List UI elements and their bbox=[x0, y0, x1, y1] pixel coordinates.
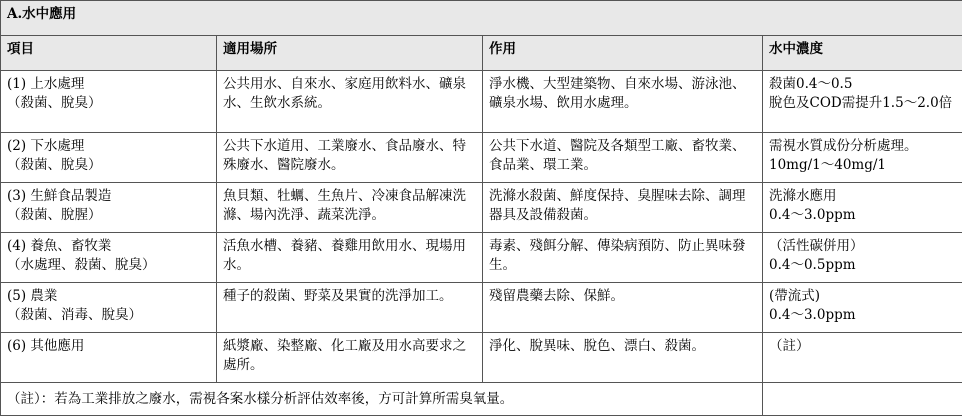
concentration-line: （活性碳併用） bbox=[769, 238, 864, 254]
place-text: 魚貝類、牡蠣、生魚片、冷凍食品解凍洗滌、場內洗淨、蔬菜洗淨。 bbox=[223, 188, 466, 223]
table-title-row bbox=[1, 1, 962, 36]
item-cell bbox=[1, 183, 217, 233]
table-title: A.水中應用 bbox=[1, 1, 962, 36]
concentration-line: 需視水質成份分析處理。 bbox=[769, 138, 918, 154]
table-header-row bbox=[1, 36, 962, 71]
header-concentration: 水中濃度 bbox=[763, 36, 962, 71]
effect-cell bbox=[483, 183, 763, 233]
effect-cell bbox=[483, 283, 763, 333]
item-name: (3) 生鮮食品製造 bbox=[7, 188, 112, 204]
concentration-cell bbox=[763, 133, 962, 183]
concentration-cell bbox=[763, 233, 962, 283]
item-name: (6) 其他應用 bbox=[7, 338, 85, 354]
concentration-line: 殺菌0.4～0.5 bbox=[769, 76, 853, 92]
place-cell bbox=[217, 71, 483, 133]
item-name: (5) 農業 bbox=[7, 288, 58, 304]
effect-text: 淨水機、大型建築物、自來水場、游泳池、礦泉水場、飲用水處理。 bbox=[489, 76, 746, 111]
concentration-cell bbox=[763, 283, 962, 333]
place-cell bbox=[217, 233, 483, 283]
place-text: 種子的殺菌、野菜及果實的洗淨加工。 bbox=[223, 288, 453, 304]
concentration-line: 0.4～0.5ppm bbox=[769, 257, 856, 273]
item-purpose: （水處理、殺菌、脫臭） bbox=[7, 257, 156, 273]
item-cell bbox=[1, 333, 217, 383]
table-row bbox=[1, 283, 962, 333]
concentration-cell bbox=[763, 71, 962, 133]
note-row bbox=[1, 383, 962, 416]
item-name: (2) 下水處理 bbox=[7, 138, 85, 154]
effect-text: 公共下水道、醫院及各類型工廠、畜牧業、食品業、環工業。 bbox=[489, 138, 746, 173]
effect-cell bbox=[483, 233, 763, 283]
effect-text: 淨化、脫異味、脫色、漂白、殺菌。 bbox=[489, 338, 705, 354]
concentration-line: 0.4～3.0ppm bbox=[769, 307, 856, 323]
concentration-line: （註） bbox=[769, 338, 810, 354]
item-purpose: （殺菌、脫臭） bbox=[7, 157, 102, 173]
place-text: 活魚水槽、養豬、養雞用飲用水、現場用水。 bbox=[223, 238, 466, 273]
place-cell bbox=[217, 283, 483, 333]
place-cell bbox=[217, 333, 483, 383]
place-text: 紙漿廠、染整廠、化工廠及用水高要求之處所。 bbox=[223, 338, 466, 373]
place-cell bbox=[217, 183, 483, 233]
effect-text: 毒素、殘餌分解、傳染病預防、防止異味發生。 bbox=[489, 238, 746, 273]
item-purpose: （殺菌、脫臭） bbox=[7, 95, 102, 111]
table-row bbox=[1, 333, 962, 383]
footnote-empty-cell bbox=[763, 383, 962, 416]
place-cell bbox=[217, 133, 483, 183]
concentration-cell bbox=[763, 333, 962, 383]
item-cell bbox=[1, 133, 217, 183]
item-purpose: （殺菌、消毒、脫臭） bbox=[7, 307, 142, 323]
header-item: 項目 bbox=[1, 36, 217, 71]
concentration-line: 10mg/1～40mg/1 bbox=[769, 157, 887, 173]
concentration-cell bbox=[763, 183, 962, 233]
item-name: (4) 養魚、畜牧業 bbox=[7, 238, 112, 254]
item-name: (1) 上水處理 bbox=[7, 76, 85, 92]
place-text: 公共下水道用、工業廢水、食品廢水、特殊廢水、醫院廢水。 bbox=[223, 138, 466, 173]
concentration-line: 脫色及COD需提升1.5～2.0倍 bbox=[769, 95, 953, 111]
footnote: （註）：若為工業排放之廢水，需視各案水樣分析評估效率後，方可計算所需臭氧量。 bbox=[1, 383, 763, 416]
item-cell bbox=[1, 71, 217, 133]
header-place: 適用場所 bbox=[217, 36, 483, 71]
concentration-line: (帶流式) bbox=[769, 288, 821, 304]
effect-cell bbox=[483, 71, 763, 133]
place-text: 公共用水、自來水、家庭用飲料水、礦泉水、生飲水系統。 bbox=[223, 76, 466, 111]
effect-cell bbox=[483, 333, 763, 383]
concentration-line: 0.4～3.0ppm bbox=[769, 207, 856, 223]
item-cell bbox=[1, 283, 217, 333]
effect-cell bbox=[483, 133, 763, 183]
table-row bbox=[1, 183, 962, 233]
item-purpose: （殺菌、脫腥） bbox=[7, 207, 102, 223]
table-row bbox=[1, 133, 962, 183]
effect-text: 洗滌水殺菌、鮮度保持、臭腥味去除、調理器具及設備殺菌。 bbox=[489, 188, 746, 223]
concentration-line: 洗滌水應用 bbox=[769, 188, 837, 204]
table-row bbox=[1, 233, 962, 283]
table-row bbox=[1, 71, 962, 133]
header-effect: 作用 bbox=[483, 36, 763, 71]
item-cell bbox=[1, 233, 217, 283]
effect-text: 殘留農藥去除、保鮮。 bbox=[489, 288, 624, 304]
